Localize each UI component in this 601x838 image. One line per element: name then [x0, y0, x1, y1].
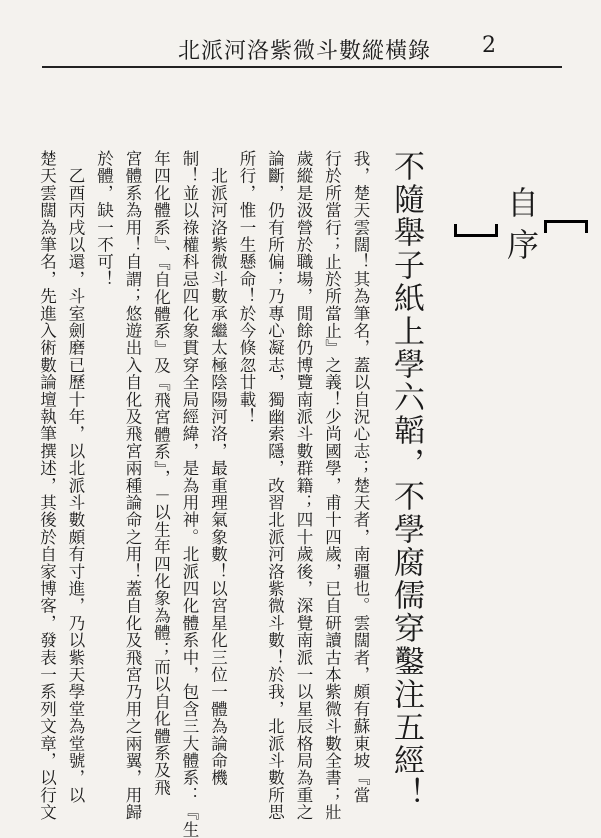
- section-heading: [454, 186, 588, 270]
- page-number: 2: [482, 33, 496, 58]
- section-heading-text: 自序: [502, 186, 540, 270]
- body-column: 論斷，仍有所偏；乃專心凝志，獨幽索隱，改習北派河洛紫微斗數！於我，北派斗數所思: [265, 150, 285, 821]
- body-column: 宮體系為用！自謂；悠遊出入自化及飛宮兩種論命之用！蓋自化及飛宮乃用之兩翼，用歸: [123, 150, 142, 821]
- epigraph: 不隨舉子紙上學六韜，不學腐儒穿鑿注五經！: [388, 150, 424, 810]
- header-rule: [42, 66, 562, 68]
- body-column: 制！並以祿權科忌四化象貫穿全局經緯，是為用神。北派四化體系中，包含三大體系：『生: [180, 150, 199, 838]
- heading-bracket-top: [544, 220, 588, 233]
- body-column: 歲縱是汲營於職場，閒餘仍博覽南派斗數群籍；四十歲後，深覺南派一以星辰格局為重之: [294, 150, 313, 821]
- body-text: [32, 150, 374, 838]
- body-column: 年四化體系』、『自化體系』及『飛宮體系』，－以生年四化象為體；而以自化體系及飛: [151, 150, 171, 797]
- body-column: 我，楚天雲闊！其為筆名，蓋以自況心志；楚天者，南疆也。雲闊者，頗有蘇東坡『當: [351, 150, 370, 804]
- heading-bracket-bottom: [454, 224, 498, 237]
- body-column: 於體，缺一不可！: [94, 150, 114, 288]
- body-column: 行於所當行；止於所當止』之義！少尚國學，甫十四歲，已自研讀古本紫微斗數全書；壯: [322, 150, 342, 821]
- body-column: 北派河洛紫微斗數承繼太極陰陽河洛，最重理氣象數！以宮星化三位一體為論命機: [208, 150, 228, 787]
- body-column: 所行，惟一生懸命！於今倏忽廿載！: [237, 150, 256, 426]
- body-column: 乙酉丙戌以還，斗室劍磨已歷十年，以北派斗數頗有寸進，乃以紫天學堂為堂號，以: [66, 150, 85, 804]
- body-column: 楚天雲闊為筆名，先進入術數論壇執筆撰述，其後於自家博客，發表一系列文章，以行文: [37, 150, 57, 821]
- running-header-title: 北派河洛紫微斗數縱橫錄: [178, 39, 432, 64]
